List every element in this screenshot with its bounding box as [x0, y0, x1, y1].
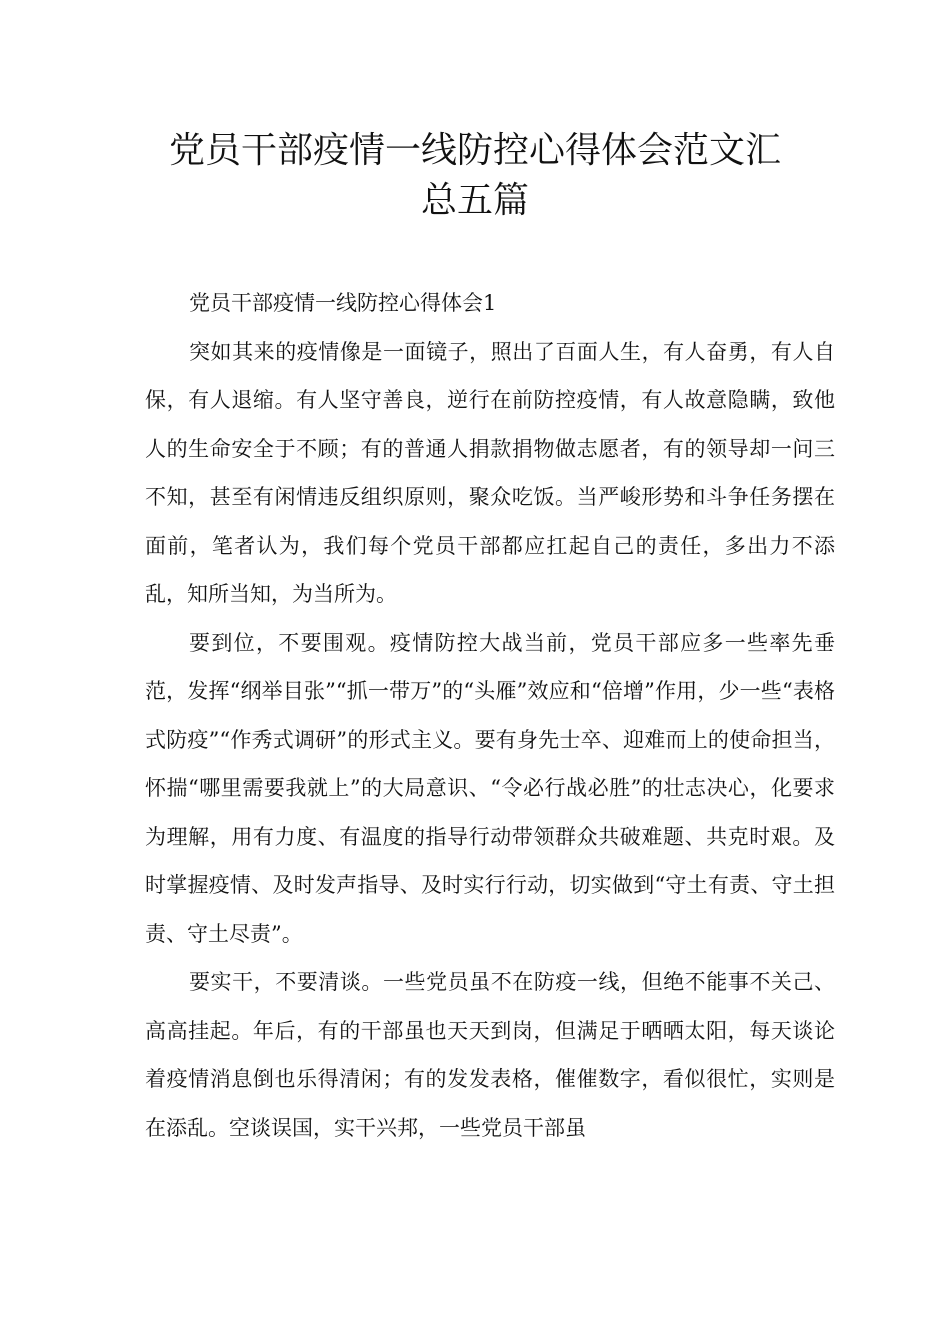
title-line-2: 总五篇 [420, 180, 529, 221]
paragraph-3: 要实干，不要清谈。一些党员虽不在防疫一线，但绝不能事不关己、高高挂起。年后，有的干部虽也天天到岗，但满足于晒晒太阳，每天谈论着疫情消息倒也乐得清闲；有的发发表格，催催数字，看似很忙，实则是在添乱。空谈误国，实干兴邦，一些党员干部虽 [145, 970, 835, 1140]
document-body [145, 279, 835, 1152]
paragraph-1: 突如其来的疫情像是一面镜子，照出了百面人生，有人奋勇，有人自保，有人退缩。有人坚守善良，逆行在前防控疫情，有人故意隐瞒，致他人的生命安全于不顾；有的普通人捐款捐物做志愿者，有的领导却一问三不知，甚至有闲情违反组织原则，聚众吃饭。当严峻形势和斗争任务摆在面前，笔者认为，我们每个党员干部都应扛起自己的责任，多出力不添乱，知所当知，为当所为。 [145, 339, 835, 606]
title-line-1: 党员干部疫情一线防控心得体会范文汇 [168, 130, 781, 171]
document-title [120, 126, 830, 226]
section-heading: 党员干部疫情一线防控心得体会1 [189, 291, 497, 315]
paragraph-2: 要到位，不要围观。疫情防控大战当前，党员干部应多一些率先垂范，发挥“纲举目张”“抓一带万”的“头雁”效应和“倍增”作用，少一些“表格式防疫”“作秀式调研”的形式主义。要有身先士卒、迎难而上的使命担当，怀揣“哪里需要我就上”的大局意识、“令必行战必胜”的壮志决心，化要求为理解，用有力度、有温度的指导行动带领群众共破难题、共克时艰。及时掌握疫情、及时发声指导、及时实行行动，切实做到“守土有责、守土担责、守土尽责”。 [145, 630, 835, 946]
